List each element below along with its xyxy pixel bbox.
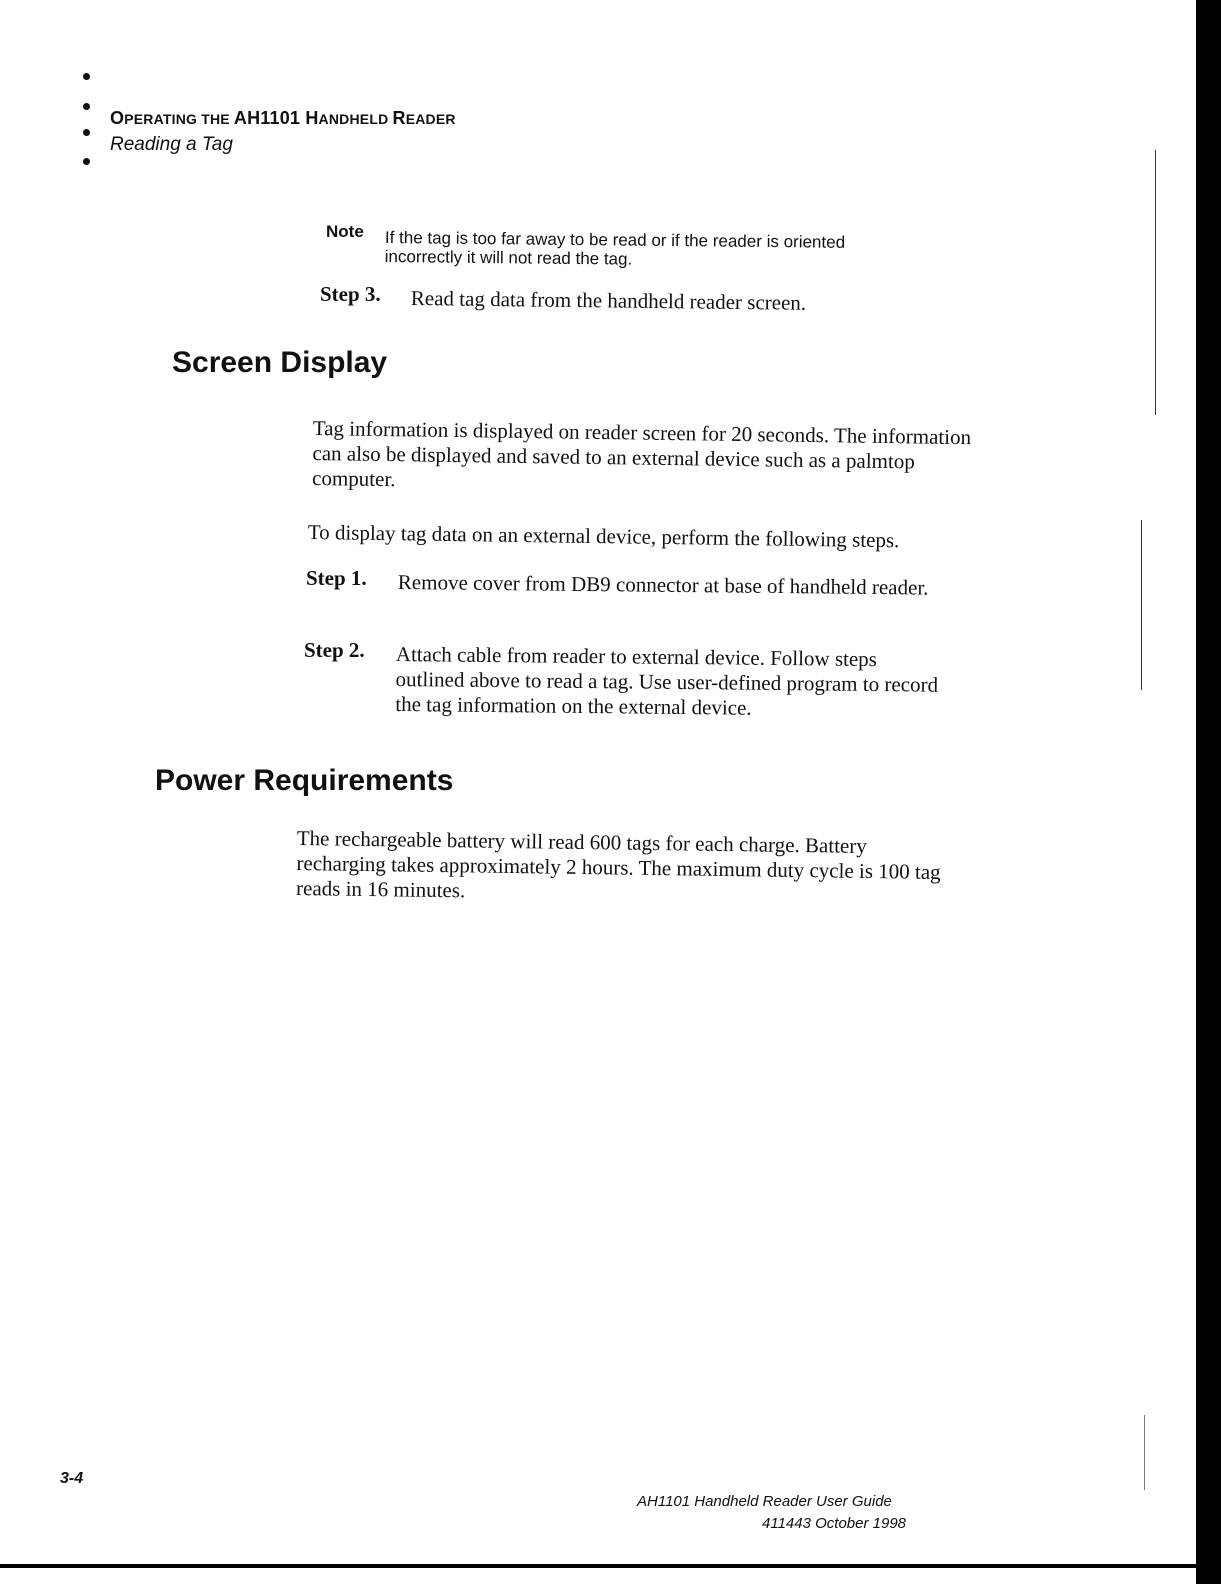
document-info: 411443 October 1998 (762, 1515, 907, 1532)
scan-line (1141, 520, 1142, 690)
step-3-text: Read tag data from the handheld reader screen. (410, 286, 807, 315)
step-1-text: Remove cover from DB9 connector at base of handheld reader. (397, 570, 929, 600)
step-2-text: Attach cable from reader to external device. Follow steps outlined above to read a tag. Use user-defined program to record the tag information on the external device. (395, 642, 939, 720)
margin-dot (83, 73, 90, 80)
margin-dot (83, 129, 90, 136)
external-device-intro: To display tag data on an external device, perform the following steps. (307, 520, 900, 553)
margin-dot (83, 158, 90, 165)
screen-display-heading: Screen Display (172, 346, 388, 379)
scan-line (1155, 150, 1156, 415)
note-text: If the tag is too far away to be read or if the reader is oriented incorrectly it will not read the tag. (384, 228, 846, 269)
chapter-title: OPERATING THE AH1101 HANDHELD READER (110, 108, 456, 128)
scan-line (1144, 1415, 1145, 1490)
guide-title: AH1101 Handheld Reader User Guide (637, 1493, 892, 1510)
step-3-label: Step 3. (320, 282, 381, 306)
note-label: Note (326, 222, 364, 241)
scan-bottom-bar (0, 1564, 1196, 1568)
screen-display-paragraph: Tag information is displayed on reader screen for 20 seconds. The information can also be displayed and saved to an external device such as a palmtop computer. (311, 416, 972, 492)
page-number: 3-4 (60, 1470, 84, 1487)
power-requirements-heading: Power Requirements (155, 764, 454, 797)
power-requirements-paragraph: The rechargeable battery will read 600 tags for each charge. Battery recharging takes approximately 2 hours. The maximum duty cycle is 100 tag reads in 16 minutes. (295, 826, 941, 903)
step-2-label: Step 2. (304, 638, 365, 662)
margin-dot (83, 103, 90, 110)
section-subtitle: Reading a Tag (110, 134, 233, 155)
step-1-label: Step 1. (306, 566, 367, 590)
scan-edge-bar (1196, 0, 1221, 1584)
